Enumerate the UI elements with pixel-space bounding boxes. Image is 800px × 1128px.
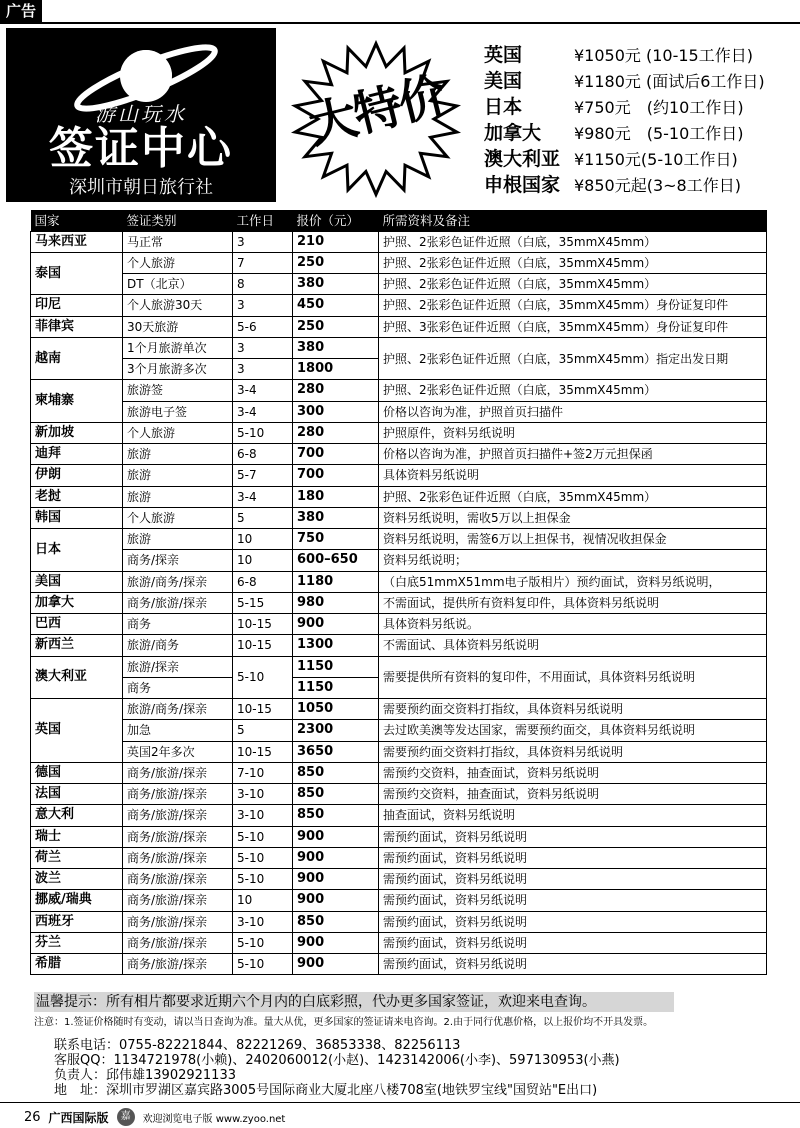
featured-country: 美国	[484, 70, 523, 92]
cell-days: 5-10	[233, 826, 293, 847]
cell-price: 900	[293, 614, 379, 635]
featured-price-row	[484, 118, 796, 144]
cell-price: 210	[293, 231, 379, 252]
cell-price: 380	[293, 337, 379, 358]
agency-name: 深圳市朝日旅行社	[69, 177, 213, 198]
cell-note: 去过欧美澳等发达国家，需要预约面交，具体资料另纸说明	[379, 720, 767, 741]
cell-type: 旅游	[123, 529, 233, 550]
cell-note: 需预约面试，资料另纸说明	[379, 911, 767, 932]
cell-price: 850	[293, 762, 379, 783]
cell-price: 180	[293, 486, 379, 507]
edition-badge-icon: 嘉	[117, 1108, 135, 1126]
cell-price: 600–650	[293, 550, 379, 571]
cell-country: 意大利	[31, 805, 123, 826]
table-row	[31, 550, 767, 571]
cell-country: 挪威/瑞典	[31, 890, 123, 911]
header-notes: 所需资料及备注	[379, 210, 767, 231]
cell-type: 个人旅游	[123, 252, 233, 273]
featured-price: ¥850元起(3~8工作日)	[574, 176, 741, 195]
featured-country: 申根国家	[484, 174, 561, 196]
cell-country: 荷兰	[31, 847, 123, 868]
cell-price: 380	[293, 507, 379, 528]
cell-days: 5-6	[233, 316, 293, 337]
cell-type: 商务/旅游/探亲	[123, 762, 233, 783]
cell-price: 700	[293, 465, 379, 486]
cell-type: 商务/探亲	[123, 550, 233, 571]
header-country: 国家	[31, 210, 123, 231]
table-row	[31, 932, 767, 953]
featured-price-row	[484, 144, 796, 170]
cell-days: 6-8	[233, 571, 293, 592]
cell-days: 7-10	[233, 762, 293, 783]
cell-note: 护照、2张彩色证件近照（白底，35mmX45mm）	[379, 231, 767, 252]
cell-days: 5-10	[233, 422, 293, 443]
cell-type: 30天旅游	[123, 316, 233, 337]
table-row	[31, 762, 767, 783]
cell-note: 需要预约面交资料打指纹，具体资料另纸说明	[379, 741, 767, 762]
cell-days: 5	[233, 720, 293, 741]
cell-days: 3	[233, 231, 293, 252]
table-row	[31, 274, 767, 295]
cell-days: 6-8	[233, 444, 293, 465]
cell-note: 需预约交资料，抽查面试，资料另纸说明	[379, 784, 767, 805]
cell-type: 加急	[123, 720, 233, 741]
featured-price-row	[484, 92, 796, 118]
cell-type: 英国2年多次	[123, 741, 233, 762]
cell-note: 护照、2张彩色证件近照（白底，35mmX45mm）	[379, 380, 767, 401]
cell-country: 日本	[31, 529, 123, 572]
table-row	[31, 741, 767, 762]
note-text: 注意：1.签证价格随时有变动，请以当日查询为准。量大从优，更多国家的签证请来电咨询。2.由于同行优惠价格，以上报价均不开具发票。	[34, 1017, 654, 1028]
contact-phone: 联系电话：0755-82221844、82221269、36853338、82256113	[54, 1038, 461, 1053]
cell-type: 旅游签	[123, 380, 233, 401]
cell-days: 3-10	[233, 784, 293, 805]
table-row	[31, 954, 767, 975]
cell-type: 商务/旅游/探亲	[123, 932, 233, 953]
cell-days: 5-10	[233, 954, 293, 975]
table-row	[31, 380, 767, 401]
cell-note: 需预约面试，资料另纸说明	[379, 869, 767, 890]
cell-days: 10	[233, 890, 293, 911]
cell-days: 5-7	[233, 465, 293, 486]
cell-price: 2300	[293, 720, 379, 741]
visa-price-table	[30, 210, 767, 975]
cell-price: 1050	[293, 699, 379, 720]
cell-days: 3-10	[233, 805, 293, 826]
featured-country: 加拿大	[484, 122, 542, 144]
website-link[interactable]: 欢迎浏览电子版 www.zyoo.net	[142, 1113, 286, 1125]
contact-address: 地 址：深圳市罗湖区嘉宾路3005号国际商业大厦北座八楼708室(地铁罗宝线"国贸站"E出口)	[54, 1083, 598, 1098]
cell-country: 德国	[31, 762, 123, 783]
cell-note: 价格以咨询为准，护照首页扫描件	[379, 401, 767, 422]
cell-note: 资料另纸说明，需签6万以上担保书，视情况收担保金	[379, 529, 767, 550]
header-type: 签证类别	[123, 210, 233, 231]
cell-days: 5-10	[233, 932, 293, 953]
cell-price: 1150	[293, 677, 379, 698]
table-row	[31, 656, 767, 677]
table-row	[31, 529, 767, 550]
cell-days: 3	[233, 295, 293, 316]
cell-type: 旅游电子签	[123, 401, 233, 422]
edition-label: 广西国际版	[48, 1110, 109, 1125]
cell-note: 资料另纸说明；	[379, 550, 767, 571]
cell-days: 10-15	[233, 741, 293, 762]
featured-country: 英国	[484, 44, 523, 66]
cell-type: 商务/旅游/探亲	[123, 847, 233, 868]
cell-price: 3650	[293, 741, 379, 762]
cell-price: 1150	[293, 656, 379, 677]
cell-price: 300	[293, 401, 379, 422]
cell-country: 瑞士	[31, 826, 123, 847]
cell-note: 护照、2张彩色证件近照（白底，35mmX45mm）身份证复印件	[379, 295, 767, 316]
cell-note: 护照、2张彩色证件近照（白底，35mmX45mm）	[379, 274, 767, 295]
cell-type: 商务/旅游/探亲	[123, 805, 233, 826]
cell-days: 3-4	[233, 401, 293, 422]
cell-note: 价格以咨询为准，护照首页扫描件+签2万元担保函	[379, 444, 767, 465]
logo-panel	[6, 28, 276, 202]
cell-type: 商务	[123, 677, 233, 698]
featured-price: ¥1150元(5-10工作日)	[574, 150, 738, 169]
page-number: 26	[24, 1109, 41, 1125]
cell-country: 新西兰	[31, 635, 123, 656]
featured-price-row	[484, 40, 796, 66]
cell-type: 马正常	[123, 231, 233, 252]
cell-country: 菲律宾	[31, 316, 123, 337]
cell-days: 10	[233, 529, 293, 550]
table-row	[31, 847, 767, 868]
cell-type: 个人旅游30天	[123, 295, 233, 316]
cell-note: 不需面试，提供所有资料复印件，具体资料另纸说明	[379, 592, 767, 613]
cell-days: 5-10	[233, 869, 293, 890]
featured-price: ¥750元 (约10工作日)	[574, 98, 744, 117]
cell-days: 10-15	[233, 635, 293, 656]
table-row	[31, 571, 767, 592]
cell-price: 250	[293, 252, 379, 273]
cell-type: 个人旅游	[123, 507, 233, 528]
table-body	[31, 231, 767, 975]
cell-note: 护照、2张彩色证件近照（白底，35mmX45mm）	[379, 252, 767, 273]
top-rule	[0, 22, 800, 24]
cell-note: 护照、2张彩色证件近照（白底，35mmX45mm）	[379, 486, 767, 507]
cell-type: 商务/旅游/探亲	[123, 826, 233, 847]
special-offer-label: 大特价	[303, 67, 451, 155]
cell-country: 越南	[31, 337, 123, 380]
cell-price: 1180	[293, 571, 379, 592]
ad-tag: 广告	[0, 0, 42, 22]
cell-country: 老挝	[31, 486, 123, 507]
cell-type: 个人旅游	[123, 422, 233, 443]
cell-country: 伊朗	[31, 465, 123, 486]
cell-type: 商务/旅游/探亲	[123, 954, 233, 975]
table-row	[31, 252, 767, 273]
cell-days: 7	[233, 252, 293, 273]
cell-type: 旅游	[123, 444, 233, 465]
cell-days: 3-4	[233, 486, 293, 507]
cell-days: 10-15	[233, 614, 293, 635]
table-row	[31, 784, 767, 805]
cell-price: 850	[293, 911, 379, 932]
cell-days: 8	[233, 274, 293, 295]
cell-days: 5	[233, 507, 293, 528]
table-row	[31, 401, 767, 422]
table-row	[31, 869, 767, 890]
logo-slogan: 游山玩水	[95, 102, 187, 126]
cell-price: 280	[293, 422, 379, 443]
table-row	[31, 699, 767, 720]
header-price: 报价（元）	[293, 210, 379, 231]
cell-note: 不需面试、具体资料另纸说明	[379, 635, 767, 656]
cell-note: 资料另纸说明，需收5万以上担保金	[379, 507, 767, 528]
cell-type: 商务/旅游/探亲	[123, 890, 233, 911]
contact-manager: 负责人：邱伟雄13902921133	[54, 1068, 236, 1083]
cell-type: 商务/旅游/探亲	[123, 592, 233, 613]
header-days: 工作日	[233, 210, 293, 231]
table-row	[31, 826, 767, 847]
table-row	[31, 337, 767, 358]
page-footer	[24, 1108, 285, 1126]
cell-note: 需预约面试，资料另纸说明	[379, 932, 767, 953]
cell-price: 380	[293, 274, 379, 295]
cell-price: 700	[293, 444, 379, 465]
cell-price: 900	[293, 954, 379, 975]
table-row	[31, 890, 767, 911]
cell-type: 旅游/商务/探亲	[123, 699, 233, 720]
featured-price: ¥1180元 (面试后6工作日)	[574, 72, 765, 91]
cell-price: 900	[293, 847, 379, 868]
table-row	[31, 316, 767, 337]
cell-price: 1800	[293, 359, 379, 380]
cell-note: 护照原件，资料另纸说明	[379, 422, 767, 443]
cell-note: 需预约面试，资料另纸说明	[379, 890, 767, 911]
cell-days: 3-10	[233, 911, 293, 932]
cell-days: 10-15	[233, 699, 293, 720]
table-row	[31, 295, 767, 316]
cell-price: 750	[293, 529, 379, 550]
featured-country: 日本	[484, 96, 523, 118]
cell-type: 旅游	[123, 465, 233, 486]
cell-country: 波兰	[31, 869, 123, 890]
table-row	[31, 444, 767, 465]
table-row	[31, 592, 767, 613]
featured-price: ¥1050元 (10-15工作日)	[574, 46, 753, 65]
cell-price: 450	[293, 295, 379, 316]
cell-note: 护照、3张彩色证件近照（白底，35mmX45mm）身份证复印件	[379, 316, 767, 337]
table-row	[31, 911, 767, 932]
cell-type: 3个月旅游多次	[123, 359, 233, 380]
cell-type: 旅游/商务/探亲	[123, 571, 233, 592]
tip-banner: 温馨提示：所有相片都要求近期六个月内的白底彩照，代办更多国家签证，欢迎来电查询。	[34, 992, 674, 1012]
cell-price: 900	[293, 826, 379, 847]
cell-days: 5-10	[233, 656, 293, 699]
featured-prices	[484, 40, 796, 196]
cell-price: 850	[293, 805, 379, 826]
table-row	[31, 486, 767, 507]
contact-block	[54, 1038, 620, 1098]
cell-price: 980	[293, 592, 379, 613]
visa-center-title: 签证中心	[49, 123, 233, 174]
cell-price: 280	[293, 380, 379, 401]
table-header-row	[31, 210, 767, 231]
cell-country: 迪拜	[31, 444, 123, 465]
cell-type: 旅游	[123, 486, 233, 507]
cell-note: 需预约面试，资料另纸说明	[379, 826, 767, 847]
cell-note: 需要预约面交资料打指纹，具体资料另纸说明	[379, 699, 767, 720]
cell-price: 900	[293, 890, 379, 911]
table-row	[31, 720, 767, 741]
cell-price: 900	[293, 932, 379, 953]
cell-country: 加拿大	[31, 592, 123, 613]
table-row	[31, 614, 767, 635]
cell-country: 印尼	[31, 295, 123, 316]
cell-type: DT（北京）	[123, 274, 233, 295]
table-row	[31, 465, 767, 486]
cell-days: 10	[233, 550, 293, 571]
cell-type: 旅游/商务	[123, 635, 233, 656]
cell-type: 商务/旅游/探亲	[123, 784, 233, 805]
cell-note: 具体资料另纸说明	[379, 465, 767, 486]
cell-country: 西班牙	[31, 911, 123, 932]
cell-type: 1个月旅游单次	[123, 337, 233, 358]
cell-country: 马来西亚	[31, 231, 123, 252]
table-row	[31, 635, 767, 656]
cell-note: 需预约面试，资料另纸说明	[379, 954, 767, 975]
cell-type: 商务/旅游/探亲	[123, 869, 233, 890]
featured-price: ¥980元 (5-10工作日)	[574, 124, 744, 143]
table-row	[31, 231, 767, 252]
cell-note: （白底51mmX51mm电子版相片）预约面试，资料另纸说明，	[379, 571, 767, 592]
cell-note: 护照、2张彩色证件近照（白底，35mmX45mm）指定出发日期	[379, 337, 767, 380]
cell-country: 新加坡	[31, 422, 123, 443]
cell-days: 3	[233, 359, 293, 380]
cell-country: 英国	[31, 699, 123, 763]
featured-price-row	[484, 170, 796, 196]
cell-note: 具体资料另纸说。	[379, 614, 767, 635]
contact-qq: 客服QQ：1134721978(小赖)、2402060012(小赵)、1423142006(小李)、597130953(小燕)	[54, 1053, 620, 1068]
featured-price-row	[484, 66, 796, 92]
featured-country: 澳大利亚	[484, 148, 561, 170]
cell-country: 希腊	[31, 954, 123, 975]
cell-country: 柬埔寨	[31, 380, 123, 423]
cell-note: 需预约交资料，抽查面试，资料另纸说明	[379, 762, 767, 783]
table-row	[31, 805, 767, 826]
cell-price: 900	[293, 869, 379, 890]
cell-days: 3	[233, 337, 293, 358]
cell-days: 3-4	[233, 380, 293, 401]
footer-rule	[0, 1102, 800, 1103]
cell-country: 法国	[31, 784, 123, 805]
cell-country: 韩国	[31, 507, 123, 528]
cell-note: 需预约面试，资料另纸说明	[379, 847, 767, 868]
cell-country: 澳大利亚	[31, 656, 123, 699]
cell-price: 1300	[293, 635, 379, 656]
cell-country: 美国	[31, 571, 123, 592]
cell-country: 巴西	[31, 614, 123, 635]
cell-country: 芬兰	[31, 932, 123, 953]
cell-note: 抽查面试，资料另纸说明	[379, 805, 767, 826]
cell-type: 商务/旅游/探亲	[123, 911, 233, 932]
table-row	[31, 422, 767, 443]
cell-price: 250	[293, 316, 379, 337]
cell-note: 需要提供所有资料的复印件，不用面试，具体资料另纸说明	[379, 656, 767, 699]
cell-type: 商务	[123, 614, 233, 635]
cell-type: 旅游/探亲	[123, 656, 233, 677]
cell-days: 5-10	[233, 847, 293, 868]
cell-price: 850	[293, 784, 379, 805]
table-row	[31, 507, 767, 528]
cell-days: 5-15	[233, 592, 293, 613]
cell-country: 泰国	[31, 252, 123, 295]
